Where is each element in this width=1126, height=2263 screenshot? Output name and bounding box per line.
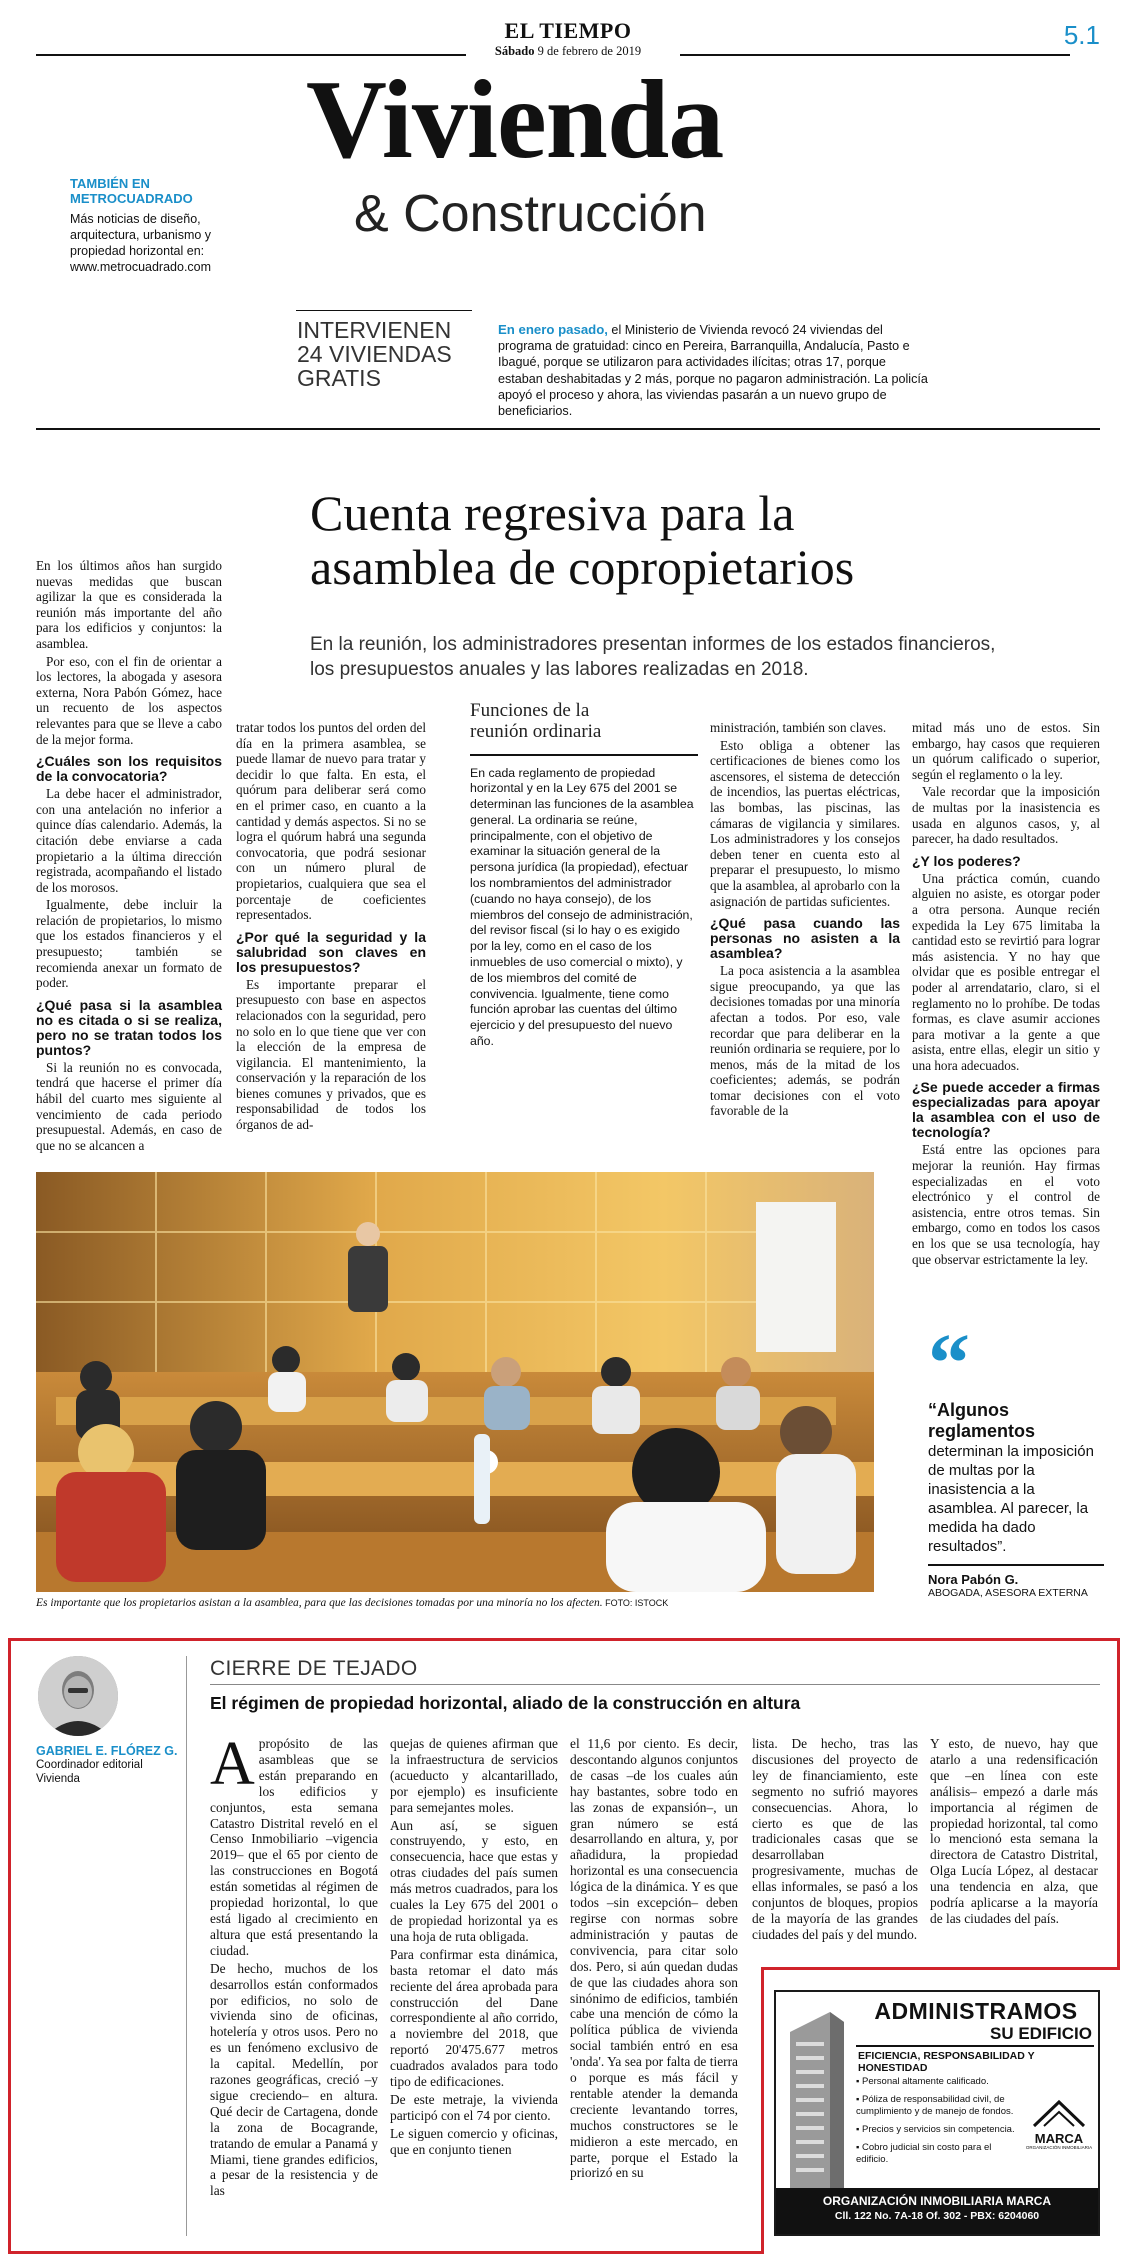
author-name: GABRIEL E. FLÓREZ G. <box>36 1744 178 1758</box>
masthead <box>36 18 1100 58</box>
author-role-line2: Vivienda <box>36 1772 80 1785</box>
quote-role: ABOGADA, ASESORA EXTERNA <box>928 1586 1088 1599</box>
section-subtitle: & Construcción <box>354 185 707 243</box>
pull-quote <box>928 1317 1104 1599</box>
column-kicker: CIERRE DE TEJADO <box>210 1657 418 1680</box>
ad-logo-text: MARCA <box>1034 2131 1084 2146</box>
col4-paragraph: ministración, también son claves. <box>710 720 887 735</box>
column-text-2 <box>390 1736 558 2160</box>
column-text-5 <box>930 1736 1098 1929</box>
section-rule <box>36 428 1100 430</box>
column-paragraph: quejas de quienes afirman que la infraestructura de servicios (acueducto y alcantarillado, por ejemplo) es insuficiente para semejantes moles. <box>390 1736 558 1815</box>
col1-paragraph: Igualmente, debe incluir la relación de propietarios, lo mismo que los estados financieros y el presupuesto; también se recomienda anexar un formato de poder. <box>36 897 222 991</box>
section-title: Vivienda <box>306 58 724 182</box>
highlight-border-step <box>761 1967 1120 1970</box>
column-paragraph: Para confirmar esta dinámica, basta retomar el dato más reciente del área aprobada para construcción del Dane correspondiente al año corrido, a noviembre del 2018, que reportó 20'475.677 metros cuadrados avalados para todo tipo de edificaciones. <box>390 1946 558 2090</box>
author-avatar <box>38 1656 118 1736</box>
quote-text <box>928 1400 1104 1556</box>
article-headline <box>310 486 854 594</box>
col4-subhead: ¿Qué pasa cuando las personas no asisten a la asamblea? <box>710 915 900 962</box>
ad-company: ORGANIZACIÓN INMOBILIARIA MARCA <box>822 2194 1052 2208</box>
column-headline: El régimen de propiedad horizontal, aliado de la construcción en altura <box>210 1693 801 1713</box>
col1-paragraph: Por eso, con el fin de orientar a los lectores, la abogada y asesora externa, Nora Pabón Gómez, hace un recuento de los aspectos relevantes para que se lleve a cabo de la mejor forma. <box>36 653 222 747</box>
masthead-rule <box>36 54 466 56</box>
ad-item <box>856 2094 1020 2118</box>
column-dropcap: A <box>210 1730 255 1798</box>
column-paragraph: Y esto, de nuevo, hay que atarlo a una redensificación que –en línea con este análisis– empezó a darle más importancia al régimen de propiedad horizontal, tal como lo mencionó esta semana la directora de Catastro Distrital, Olga Lucía López, al destacar una tendencia en alza, que podría aplicarse a la mayoría de las ciudades del país. <box>930 1736 1098 1926</box>
author-role-line1: Coordinador editorial <box>36 1759 143 1771</box>
functions-box-title-line2: reunión ordinaria <box>470 721 602 742</box>
ad-item-text: Precios y servicios sin competencia. <box>862 2124 1015 2135</box>
page-number: 5.1 <box>1063 20 1100 50</box>
col4-paragraph: La poca asistencia a la asamblea sigue preocupando, ya que las decisiones tomadas por una minoría afectan a todos. Por eso, vale recordar que para deliberar en la reunión ordinaria se requiere, por lo menos, más de la mitad de los coeficientes; además, se podrán tomar decisiones con el voto favorable de la <box>710 963 900 1119</box>
date-day: 9 de febrero de 2019 <box>534 44 642 58</box>
functions-box-title <box>470 700 698 742</box>
col1-subhead: ¿Cuáles son los requisitos de la convocatoria? <box>36 753 222 785</box>
col4-paragraph: Esto obliga a obtener las certificaciones de bienes como los ascensores, el sistema de detección de incendios, las puertas eléctricas, las bombas, las piscinas, las cámaras de vigilancia y similares. Los administradores y los consejos deben tener en cuenta esto al preparar el presupuesto, lo mismo que la asamblea, al aprobarlo con la asignación de partidas suficientes. <box>710 737 900 909</box>
brief-body: el Ministerio de Vivienda revocó 24 viviendas del programa de gratuidad: cinco en Pereira, Barranquilla, Andalucía, Pasto e Ibagué, porque se utilizaron para actividades ilícitas; otras 17, porque estaban deshabitadas y 2 más, porque no pagaron administración. La policía apoyó el proceso y ahora, las viviendas pasarán a un nuevo grupo de beneficiarios. <box>498 323 928 419</box>
col2-paragraph: Es importante preparar el presupuesto con base en aspectos relacionados con la seguridad, pero no solo en lo que tiene que ver con la elección de la empresa de vigilancia. El mantenimiento, la conservación y la reparación de los bienes comunes y privados, que es responsabilidad de todos los órganos de ad- <box>236 976 426 1133</box>
column-paragraph: De hecho, muchos de los desarrollos están conformados por edificios, no solo de vivienda sino de oficinas, hotelería y otros usos. Pero no es un fenómeno exclusivo de la capital. Medellín, por razones geográficas, creció –y sigue creciendo– en altura. Qué decir de Cartagena, donde la zona de Bocagrande, tratando de emular a Panamá y Miami, tiene grandes edificios, a pesar de la resistencia y de las <box>210 1960 378 2199</box>
col1-paragraph: En los últimos años han surgido nuevas medidas que buscan agilizar la que es considerada la reunión más importante del año para los edificios y conjuntos: la asamblea. <box>36 558 222 651</box>
col1-paragraph: La debe hacer el administrador, con una antelación no inferior a quince días calendario. Además, la citación debe enviarse a cada propietario a la última dirección registrada, acompañando el listado de los morosos. <box>36 786 222 895</box>
advertisement <box>774 1990 1100 2236</box>
ad-address: Cll. 122 No. 7A-18 Of. 302 - PBX: 6204060 <box>834 2210 1040 2222</box>
ad-tagline: EFICIENCIA, RESPONSABILIDAD Y HONESTIDAD <box>858 2050 1035 2074</box>
ad-bullet-icon: ▪ <box>856 2076 863 2087</box>
functions-box-title-line1: Funciones de la <box>470 700 590 721</box>
brief-headline-line3: GRATIS <box>297 365 381 391</box>
article-deck: En la reunión, los administradores presentan informes de los estados financieros, los presupuestos anuales y las labores realizadas en 2018. <box>310 634 996 680</box>
promo-text: Más noticias de diseño, arquitectura, urbanismo y propiedad horizontal en: www.metrocuadrado.com <box>70 212 212 274</box>
author-role <box>36 1759 143 1786</box>
quote-strong: “Algunos reglamentos <box>928 1400 1036 1441</box>
masthead-date <box>36 44 1100 59</box>
ad-item <box>856 2124 1020 2136</box>
ad-title: ADMINISTRAMOS <box>874 1998 1078 2024</box>
ad-logo-subtext: ORGANIZACIÓN INMOBILIARIA <box>1025 2145 1093 2150</box>
newspaper-name: EL TIEMPO <box>504 18 632 43</box>
column-paragraph: De este metraje, la vivienda participó con el 74 por ciento. <box>390 2091 558 2123</box>
ad-item <box>856 2142 1020 2166</box>
functions-box-text: En cada reglamento de propiedad horizontal y en la Ley 675 del 2001 se determinan las funciones de la asamblea general. La ordinaria se reúne, principalmente, con el objetivo de examinar la situación general de la persona jurídica (la propiedad), efectuar los nombramientos del administrador (cuando no haya consejo), de los miembros del consejo de administración, del revisor fiscal (si lo hay o es exigido por la ley, como en el caso de los inmuebles de uso comercial o mixto), y de los miembros del comité de convivencia. Igualmente, tiene como función aprobar las cuentas del último ejercicio y del presupuesto del nuevo año. <box>470 765 694 1049</box>
column-divider <box>186 1656 187 2236</box>
caption-text: Es importante que los propietarios asistan a la asamblea, para que las decisiones tomadas por una minoría no los afecten. <box>36 1597 603 1609</box>
brief-headline <box>297 318 452 390</box>
ad-list <box>856 2076 1020 2166</box>
col1-subhead: ¿Qué pasa si la asamblea no es citada o si se realiza, pero no se tratan todos los puntos? <box>36 996 222 1058</box>
brief-rule-top <box>296 310 472 311</box>
col5-subhead: ¿Se puede acceder a firmas especializadas para apoyar la asamblea con el uso de tecnología? <box>912 1079 1100 1141</box>
building-icon <box>780 2012 854 2192</box>
col2-subhead: ¿Por qué la seguridad y la salubridad son claves en los presupuestos? <box>236 928 426 975</box>
promo-title-line1: TAMBIÉN EN <box>70 176 150 191</box>
column-paragraph: propósito de las asambleas que se están preparando en los edificios y conjuntos, esta semana Catastro Distrital reveló en el Censo Inmobiliario –vigencia 2019– que el 65 por ciento de las construcciones en Bogotá están sometidas al régimen de propiedad horizontal, lo que está ligado al crecimiento en altura que está presentando la ciudad. <box>210 1736 378 1958</box>
article-column-1 <box>36 558 222 1155</box>
functions-box-rule <box>470 754 698 756</box>
brief-headline-line2: 24 VIVIENDAS <box>297 341 452 367</box>
kicker-rule <box>210 1684 1100 1685</box>
column-text-3 <box>570 1736 738 2183</box>
brief-headline-line1: INTERVIENEN <box>297 317 452 343</box>
article-column-2 <box>236 720 426 1135</box>
ad-rule <box>856 2045 1094 2047</box>
date-weekday: Sábado <box>494 44 535 58</box>
column-paragraph: Aun así, se siguen construyendo, y esto, en consecuencia, hace que estas y otras ciudades del país sumen más metros cuadrados, para los cuales la Ley 675 del 2001 o de propiedad horizontal ya es una hoja de ruta obligada. <box>390 1817 558 1944</box>
functions-box <box>470 700 698 1050</box>
brief-lead: En enero pasado, <box>498 322 608 337</box>
ad-item-text: Cobro judicial sin costo para el edificio. <box>856 2142 992 2165</box>
ad-item <box>856 2076 1020 2088</box>
article-headline-line1: Cuenta regresiva para la <box>310 485 795 541</box>
ad-bullet-icon: ▪ <box>856 2142 863 2153</box>
ad-subtitle: SU EDIFICIO <box>989 2024 1092 2043</box>
col1-paragraph: Si la reunión no es convocada, tendrá que hacerse el primer día hábil del cuarto mes siguiente al vencimiento de cada periodo presupuestal. Además, en caso de que no se alcancen a <box>36 1059 222 1153</box>
marca-logo-icon <box>1032 2098 1086 2128</box>
meeting-photo <box>36 1172 874 1592</box>
photo-caption <box>36 1597 874 1609</box>
article-column-5 <box>912 720 1100 1269</box>
column-paragraph: lista. De hecho, tras las discusiones del proyecto de ley de financiamiento, este segmento no sufrió mayores consecuencias. Ahora, lo cierto es que de las tradicionales casas que se desarrollaban progresivamente, muchas de ellas informales, se pasó a los conjuntos de bloques, propios de la mayoría de las grandes ciudades del país y del mundo. <box>752 1736 918 1942</box>
quote-author: Nora Pabón G. <box>928 1571 1019 1587</box>
ad-bullet-icon: ▪ <box>856 2124 863 2135</box>
col2-paragraph: tratar todos los puntos del orden del día en la primera asamblea, se puede llamar de nuevo para tratar y decidir lo que falta. En esta, el quórum para deliberar será como en el primer caso, en cuanto a la cantidad y demás aspectos. Si no se logra el quórum habrá una segunda convocatoria, que podrá sesionar con un número plural de propietarios, cualquiera que sea el porcentaje de coeficientes representados. <box>236 720 426 923</box>
photo-credit: FOTO: ISTOCK <box>602 1598 669 1608</box>
ad-logo <box>1024 2098 1094 2151</box>
ad-item-text: Personal altamente calificado. <box>862 2076 989 2087</box>
ad-bullet-icon: ▪ <box>856 2094 863 2105</box>
col5-paragraph: Una práctica común, cuando alguien no asiste, es otorgar poder a otra persona. Aunque recién expedida la Ley 675 limitaba la cantidad esto se revirtió para lograr más asistencia. Y no hay que olvidar que es posible entregar el poder al arrendatario, claro, si el reglamento no lo prohíbe. De todas formas, es clave asumir acciones para motivar a la gente a que asista, entre ellas, elegir un sitio y una hora adecuados. <box>912 870 1100 1073</box>
masthead-rule-right <box>680 54 1070 56</box>
column-text-4 <box>752 1736 918 1945</box>
promo-title-line2: METROCUADRADO <box>70 191 193 206</box>
brief-text <box>498 322 930 419</box>
author-portrait-icon <box>38 1656 118 1736</box>
col5-subhead: ¿Y los poderes? <box>912 852 1021 869</box>
ad-item-text: Póliza de responsabilidad civil, de cumplimiento y de manejo de fondos. <box>856 2094 1014 2117</box>
column-paragraph: Le siguen comercio y oficinas, que en conjunto tienen <box>390 2125 558 2157</box>
column-text-1 <box>210 1730 378 2201</box>
promo-box <box>70 176 242 275</box>
column-paragraph: el 11,6 por ciento. Es decir, descontando algunos conjuntos de casas –de los cuales aún hay bastantes, sobre todo en las zonas de expansión–, un gran número se está desarrollando en altura, y, por añadidura, la propiedad horizontal es una consecuencia lógica de la dinámica. Y es que todos –sin excepción– deben regirse con normas sobre administración y pautas de convivencia, para citar solo dos. Pero, si aún quedan dudas de que las ciudades ahora son sinónimo de edificios, también cabe una mención de cómo la política pública de vivienda social también entró en esa 'onda'. Ya sea por falta de tierra o porque es más fácil y rentable atender la demanda creciente levantando torres, muchos constructores se le midieron a este mercado, en parte, porque el Estado la priorizó en su <box>570 1736 738 2181</box>
col5-paragraph: Está entre las opciones para mejorar la reunión. Hay firmas especializadas en el voto electrónico y el control de asistencia, entre otros temas. Sin embargo, como en todos los casos en los que se usa tecnología, hay que observar estrictamente la ley. <box>912 1142 1100 1267</box>
ad-footer <box>776 2188 1098 2234</box>
quote-body: determinan la imposición de multas por la inasistencia a la asamblea. Al parecer, la medida ha dado resultados”. <box>928 1443 1094 1555</box>
col5-paragraph: Vale recordar que la imposición de multas por la inasistencia es usada en algunos casos, y, al parecer, ha dado resultados. <box>912 784 1100 847</box>
quote-rule <box>928 1564 1104 1566</box>
article-column-4 <box>710 720 900 1121</box>
col5-paragraph: mitad más uno de estos. Sin embargo, hay casos que requieren un quórum calificado o superior, según el reglamento o la ley. <box>912 720 1100 782</box>
article-headline-line2: asamblea de copropietarios <box>310 539 855 595</box>
quote-mark-icon: “ <box>928 1317 970 1410</box>
